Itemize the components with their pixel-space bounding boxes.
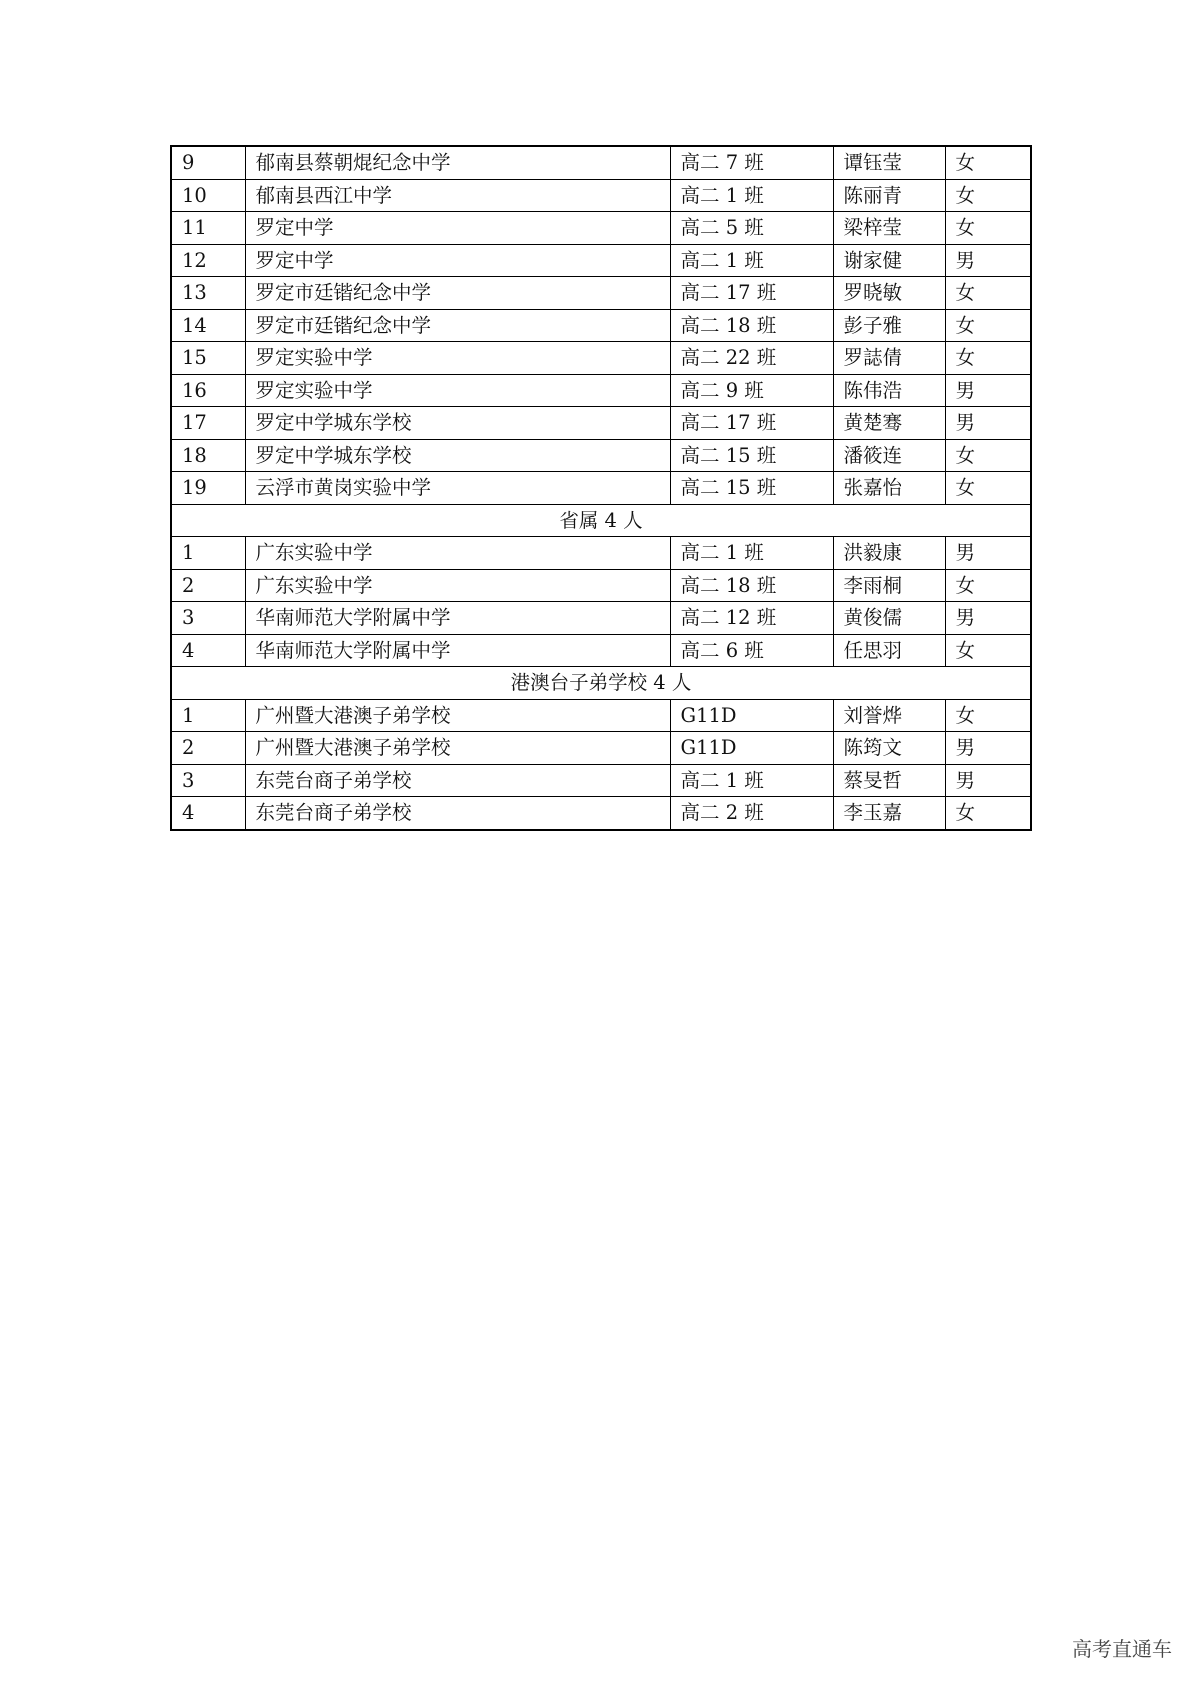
cell-class: 高二 2 班 [670,797,833,830]
table-row [171,309,1031,342]
table-row [171,374,1031,407]
cell-school: 罗定中学 [245,244,670,277]
table-row [171,212,1031,245]
cell-gender: 女 [945,472,1031,505]
section-heading: 港澳台子弟学校 4 人 [171,667,1031,700]
cell-class: 高二 18 班 [670,569,833,602]
cell-class: 高二 1 班 [670,537,833,570]
cell-student-name: 李雨桐 [833,569,945,602]
cell-number: 15 [171,342,245,375]
cell-gender: 女 [945,212,1031,245]
cell-student-name: 蔡旻哲 [833,764,945,797]
cell-class: G11D [670,699,833,732]
cell-number: 18 [171,439,245,472]
cell-number: 4 [171,797,245,830]
table-row [171,342,1031,375]
cell-gender: 女 [945,146,1031,179]
cell-class: 高二 12 班 [670,602,833,635]
cell-gender: 男 [945,374,1031,407]
table-row [171,797,1031,830]
cell-student-name: 梁梓莹 [833,212,945,245]
cell-gender: 男 [945,764,1031,797]
table-row [171,439,1031,472]
cell-gender: 男 [945,407,1031,440]
cell-gender: 女 [945,634,1031,667]
cell-school: 罗定市廷锴纪念中学 [245,277,670,310]
cell-number: 16 [171,374,245,407]
cell-gender: 男 [945,244,1031,277]
cell-number: 3 [171,764,245,797]
cell-number: 17 [171,407,245,440]
cell-student-name: 黄俊儒 [833,602,945,635]
table-row [171,634,1031,667]
section-heading-row [171,667,1031,700]
cell-class: 高二 5 班 [670,212,833,245]
cell-number: 10 [171,179,245,212]
cell-student-name: 任思羽 [833,634,945,667]
cell-gender: 女 [945,309,1031,342]
cell-class: 高二 1 班 [670,244,833,277]
cell-class: 高二 9 班 [670,374,833,407]
cell-number: 2 [171,732,245,765]
cell-student-name: 谭钰莹 [833,146,945,179]
cell-gender: 女 [945,699,1031,732]
cell-class: 高二 17 班 [670,407,833,440]
cell-class: 高二 17 班 [670,277,833,310]
cell-school: 郁南县西江中学 [245,179,670,212]
cell-school: 罗定中学城东学校 [245,407,670,440]
cell-gender: 女 [945,342,1031,375]
cell-student-name: 罗晓敏 [833,277,945,310]
cell-student-name: 陈筠文 [833,732,945,765]
cell-number: 9 [171,146,245,179]
cell-class: G11D [670,732,833,765]
table-row [171,732,1031,765]
cell-school: 罗定中学 [245,212,670,245]
table-row [171,244,1031,277]
table-row [171,146,1031,179]
cell-gender: 女 [945,277,1031,310]
roster-table [170,145,1032,831]
cell-number: 11 [171,212,245,245]
cell-number: 2 [171,569,245,602]
cell-school: 东莞台商子弟学校 [245,797,670,830]
cell-number: 3 [171,602,245,635]
table-row [171,277,1031,310]
cell-school: 云浮市黄岗实验中学 [245,472,670,505]
cell-school: 罗定实验中学 [245,374,670,407]
cell-gender: 男 [945,602,1031,635]
cell-number: 1 [171,699,245,732]
cell-class: 高二 7 班 [670,146,833,179]
table-row [171,699,1031,732]
cell-student-name: 黄楚骞 [833,407,945,440]
cell-student-name: 谢家健 [833,244,945,277]
cell-student-name: 彭子雅 [833,309,945,342]
cell-school: 罗定中学城东学校 [245,439,670,472]
cell-number: 14 [171,309,245,342]
table-row [171,602,1031,635]
section-heading-row [171,504,1031,537]
cell-student-name: 罗誌倩 [833,342,945,375]
cell-class: 高二 6 班 [670,634,833,667]
cell-class: 高二 18 班 [670,309,833,342]
cell-school: 广东实验中学 [245,569,670,602]
cell-gender: 女 [945,797,1031,830]
watermark-text: 高考直通车 [1072,1637,1172,1661]
cell-school: 广州暨大港澳子弟学校 [245,699,670,732]
cell-gender: 男 [945,732,1031,765]
cell-student-name: 李玉嘉 [833,797,945,830]
cell-school: 罗定市廷锴纪念中学 [245,309,670,342]
table-row [171,764,1031,797]
cell-class: 高二 1 班 [670,764,833,797]
table-row [171,407,1031,440]
cell-student-name: 洪毅康 [833,537,945,570]
cell-student-name: 张嘉怡 [833,472,945,505]
cell-gender: 男 [945,537,1031,570]
table-row [171,472,1031,505]
cell-student-name: 潘筱连 [833,439,945,472]
table-row [171,537,1031,570]
cell-gender: 女 [945,439,1031,472]
cell-school: 郁南县蔡朝焜纪念中学 [245,146,670,179]
cell-school: 广州暨大港澳子弟学校 [245,732,670,765]
cell-school: 华南师范大学附属中学 [245,602,670,635]
cell-class: 高二 1 班 [670,179,833,212]
table-row [171,569,1031,602]
cell-school: 罗定实验中学 [245,342,670,375]
cell-school: 东莞台商子弟学校 [245,764,670,797]
cell-number: 13 [171,277,245,310]
cell-number: 4 [171,634,245,667]
cell-gender: 女 [945,569,1031,602]
cell-number: 12 [171,244,245,277]
cell-number: 1 [171,537,245,570]
cell-gender: 女 [945,179,1031,212]
cell-school: 华南师范大学附属中学 [245,634,670,667]
cell-class: 高二 15 班 [670,439,833,472]
cell-student-name: 刘誉烨 [833,699,945,732]
section-heading: 省属 4 人 [171,504,1031,537]
cell-student-name: 陈伟浩 [833,374,945,407]
cell-student-name: 陈丽青 [833,179,945,212]
cell-class: 高二 15 班 [670,472,833,505]
roster-table-body [171,146,1031,830]
cell-class: 高二 22 班 [670,342,833,375]
table-row [171,179,1031,212]
cell-number: 19 [171,472,245,505]
cell-school: 广东实验中学 [245,537,670,570]
